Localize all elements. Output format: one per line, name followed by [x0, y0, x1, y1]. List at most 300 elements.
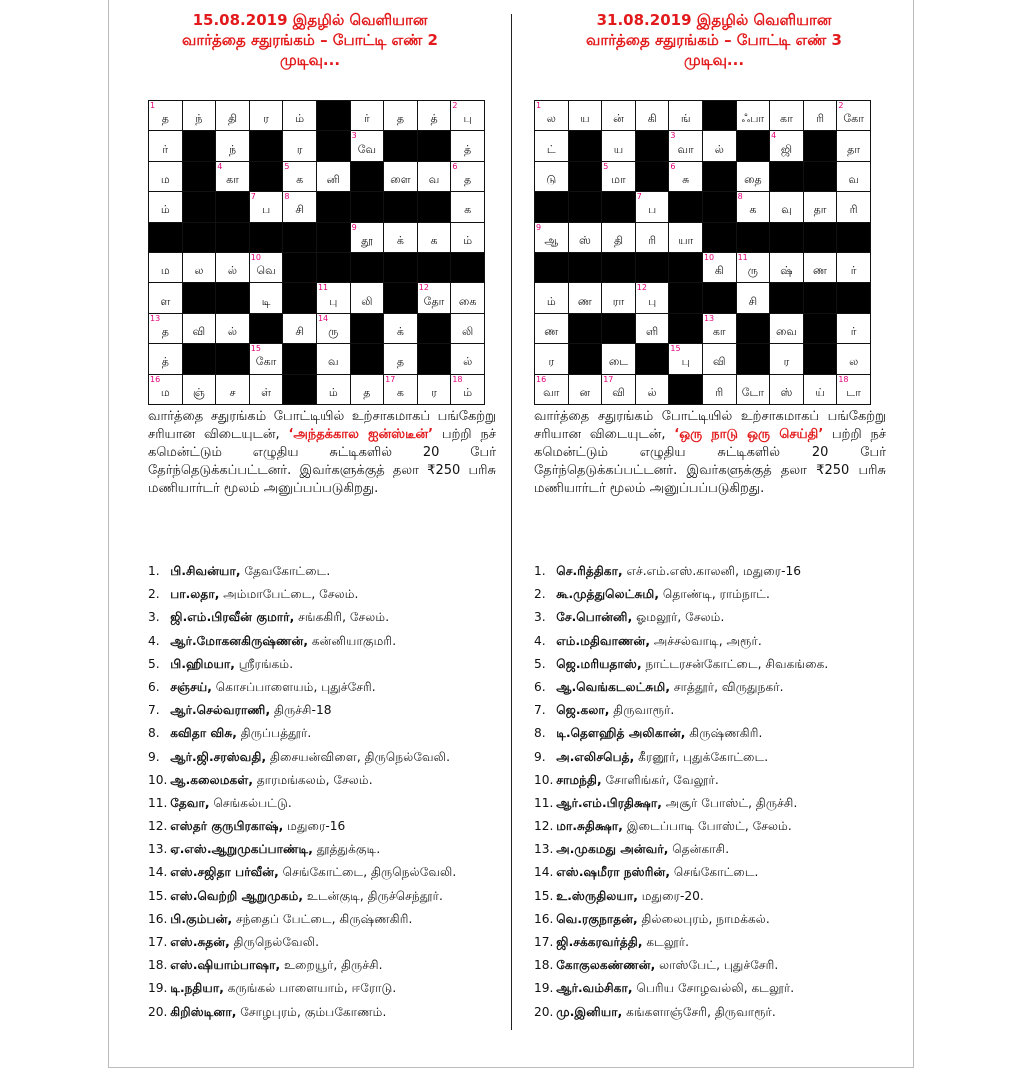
- grid-cell: [770, 374, 804, 404]
- grid-cell-black: [350, 344, 384, 374]
- cell-letter: ரி: [715, 385, 724, 399]
- cell-letter: டு: [546, 172, 557, 186]
- cell-letter: ம்: [463, 385, 473, 399]
- cell-letter: ம்: [295, 112, 305, 126]
- cell-letter: தை: [744, 172, 762, 186]
- cell-letter: சி: [748, 294, 758, 308]
- grid-cell: [669, 161, 703, 191]
- clue-number: 7: [250, 192, 256, 202]
- cell-letter: த்: [161, 355, 169, 369]
- winner-name: பி.ஹிமயா,: [166, 656, 235, 671]
- winner-number: 19.: [534, 981, 554, 996]
- grid-cell: [602, 283, 636, 313]
- grid-cell: [249, 101, 283, 131]
- cell-letter: வ: [328, 355, 339, 369]
- cell-letter: தி: [227, 112, 237, 126]
- winner-number: 14.: [534, 865, 554, 880]
- grid-cell: [602, 161, 636, 191]
- cell-letter: ல: [194, 264, 204, 278]
- grid-cell: [702, 131, 736, 161]
- cell-letter: வி: [612, 385, 625, 399]
- winner-place: லாஸ்பேட், புதுச்சேரி.: [655, 958, 779, 973]
- winner-place: கன்னியாகுமரி.: [307, 633, 397, 648]
- cell-letter: ண: [544, 324, 559, 338]
- grid-row: [149, 222, 485, 252]
- cell-letter: ம்: [160, 203, 170, 217]
- grid-cell: [568, 222, 602, 252]
- winner-name: டி.தௌஹித் அலிகான்,: [552, 726, 686, 741]
- grid-cell-black: [316, 101, 350, 131]
- grid-cell-black: [803, 344, 837, 374]
- grid-cell-black: [417, 344, 451, 374]
- cell-letter: த்: [464, 142, 472, 156]
- cell-letter: த: [464, 172, 472, 186]
- clue-number: 1: [536, 101, 542, 110]
- cell-letter: ப: [647, 203, 657, 217]
- clue-number: 18: [838, 374, 849, 384]
- grid-cell: [535, 344, 569, 374]
- cell-letter: கா: [226, 172, 239, 186]
- grid-cell-black: [736, 313, 770, 343]
- grid-cell: [182, 101, 216, 131]
- grid-cell: [384, 101, 418, 131]
- grid-cell: [451, 344, 485, 374]
- grid-cell-black: [535, 252, 569, 282]
- cell-letter: டோ: [741, 385, 765, 399]
- winner-number: 13.: [148, 842, 168, 857]
- clue-number: 13: [150, 313, 161, 323]
- winner-name: ஜி.எம்.பிரவீன் குமார்,: [166, 610, 295, 625]
- winner-item: [148, 1001, 518, 1024]
- cell-letter: ல்: [227, 324, 238, 338]
- grid-cell: [384, 313, 418, 343]
- grid-cell-black: [350, 161, 384, 191]
- cell-letter: பு: [647, 294, 657, 308]
- grid-cell: [635, 192, 669, 222]
- grid-cell-black: [149, 222, 183, 252]
- grid-cell: [350, 283, 384, 313]
- grid-cell-black: [702, 283, 736, 313]
- heading-line: 15.08.2019 இதழில் வெளியான: [192, 11, 428, 29]
- grid-cell: [283, 192, 317, 222]
- grid-cell-black: [283, 222, 317, 252]
- grid-cell: [635, 313, 669, 343]
- cell-letter: ஜி: [780, 142, 793, 156]
- heading-line: முடிவு...: [279, 51, 341, 69]
- grid-row: [535, 344, 871, 374]
- grid-cell-black: [249, 313, 283, 343]
- grid-row: [535, 131, 871, 161]
- cell-letter: ல்: [714, 142, 724, 156]
- result-paragraph: வார்த்தை சதுரங்கம் போட்டியில் உற்சாகமாகப் பங்கேற்று சரியான விடையுடன், ‘அந்தக்கால ஐன்ஸ்டீன்’ பற்றி நச் கமென்ட்டும் எழுதிய சுட்டிகளில் 20 பேர் தேர்ந்தெடுக்கப்பட்டனர். இவர்களுக்குத் தலா ₹250 பரிசு மணியார்டர் மூலம் அனுப்பப்படுகிறது.: [148, 409, 496, 496]
- cell-letter: க: [749, 203, 757, 217]
- cell-letter: பு: [681, 355, 690, 369]
- grid-cell: [602, 374, 636, 404]
- grid-cell-black: [283, 283, 317, 313]
- grid-cell-black: [350, 192, 384, 222]
- winner-name: ஏ.எஸ்.ஆறுமுகப்பாண்டி,: [166, 842, 313, 857]
- winner-number: 4.: [534, 633, 546, 648]
- cell-letter: த: [363, 385, 371, 399]
- cell-letter: ரு: [328, 324, 339, 338]
- winner-item: [534, 815, 904, 838]
- winner-place: அசூர் போஸ்ட், திருச்சி.: [661, 795, 798, 810]
- grid-cell: [736, 192, 770, 222]
- grid-cell: [770, 252, 804, 282]
- grid-cell-black: [669, 192, 703, 222]
- winner-name: கிறிஸ்டினா,: [166, 1004, 237, 1019]
- winner-name: ஆர்.செல்வராணி,: [166, 703, 271, 718]
- winners-list: [534, 560, 904, 1024]
- grid-cell: [736, 283, 770, 313]
- grid-cell-black: [669, 283, 703, 313]
- grid-cell-black: [568, 161, 602, 191]
- grid-cell-black: [216, 283, 250, 313]
- grid-cell-black: [837, 283, 871, 313]
- winner-name: அ.முகமது அன்வர்,: [552, 842, 669, 857]
- winner-name: சஞ்சய்,: [166, 679, 212, 694]
- winner-name: கோகுலகண்ணன்,: [552, 958, 656, 973]
- winner-name: ஜெ.கலா,: [552, 703, 610, 718]
- cell-letter: ம: [160, 264, 170, 278]
- grid-cell-black: [803, 161, 837, 191]
- grid-cell: [316, 344, 350, 374]
- winner-name: எஸ்.வெற்றி ஆறுமுகம்,: [166, 888, 304, 903]
- grid-cell: [669, 131, 703, 161]
- winner-number: 15.: [148, 888, 168, 903]
- grid-cell-black: [384, 192, 418, 222]
- grid-cell-black: [417, 313, 451, 343]
- grid-cell: [568, 101, 602, 131]
- winner-place: திசையன்விளை, திருநெல்வேலி.: [266, 749, 450, 764]
- grid-row: [149, 283, 485, 313]
- cell-letter: ம்: [463, 233, 473, 247]
- winner-name: ஆர்.வம்சிகா,: [552, 981, 633, 996]
- grid-row: [535, 313, 871, 343]
- grid-cell: [216, 313, 250, 343]
- winner-item: [148, 560, 518, 583]
- clue-number: 12: [418, 283, 429, 293]
- winner-item: [534, 676, 904, 699]
- grid-row: [149, 344, 485, 374]
- winner-item: [534, 931, 904, 954]
- heading-line: முடிவு...: [683, 51, 745, 69]
- cell-letter: வு: [781, 203, 792, 217]
- cell-letter: க: [430, 233, 438, 247]
- crossword-grid: [148, 100, 485, 405]
- winner-number: 15.: [534, 888, 554, 903]
- winner-place: திருச்சி-18: [270, 703, 332, 718]
- cell-letter: ர: [548, 355, 555, 369]
- cell-letter: ம: [160, 385, 170, 399]
- grid-cell-black: [384, 283, 418, 313]
- winner-name: ஆ.கலைமகள்,: [166, 772, 253, 787]
- topic-highlight: ‘ஒரு நாடு ஒரு செய்தி’: [674, 427, 824, 442]
- winner-item: [534, 746, 904, 769]
- grid-cell-black: [451, 252, 485, 282]
- grid-cell: [182, 374, 216, 404]
- cell-letter: வை: [775, 324, 797, 338]
- clue-number: 12: [636, 283, 647, 293]
- cell-letter: ஃபா: [741, 112, 765, 126]
- cell-letter: பு: [463, 112, 472, 126]
- grid-cell-black: [770, 222, 804, 252]
- grid-cell: [770, 313, 804, 343]
- winner-name: பா.லதா,: [166, 587, 220, 602]
- cell-letter: த: [396, 112, 405, 126]
- cell-letter: ர: [783, 355, 790, 369]
- winner-place: திருப்பத்தூர்.: [236, 726, 312, 741]
- winner-number: 17.: [148, 935, 168, 949]
- grid-cell-black: [602, 252, 636, 282]
- grid-cell: [451, 222, 485, 252]
- grid-cell: [535, 283, 569, 313]
- winner-number: 10.: [534, 772, 554, 787]
- left-column: [110, 0, 510, 1019]
- cell-letter: வி: [713, 355, 726, 369]
- grid-cell-black: [182, 283, 216, 313]
- grid-cell: [702, 344, 736, 374]
- grid-cell-black: [350, 313, 384, 343]
- winner-place: ஓமலூர், சேலம்.: [632, 610, 725, 625]
- grid-cell-black: [736, 344, 770, 374]
- winner-place: அச்சல்வாடி, அரூர்.: [649, 633, 762, 648]
- winner-place: கீரனூர், புதுக்கோட்டை.: [634, 749, 769, 764]
- cell-letter: சி: [295, 203, 304, 217]
- grid-cell-black: [635, 344, 669, 374]
- grid-cell-black: [417, 252, 451, 282]
- cell-letter: கா: [712, 324, 726, 338]
- clue-number: 17: [385, 374, 396, 384]
- grid-cell: [350, 374, 384, 404]
- winner-name: தேவா,: [166, 795, 210, 810]
- winner-number: 20.: [148, 1004, 168, 1019]
- grid-cell-black: [635, 131, 669, 161]
- grid-cell: [602, 101, 636, 131]
- winner-number: 5.: [534, 656, 546, 671]
- grid-cell: [635, 283, 669, 313]
- grid-cell: [451, 101, 485, 131]
- grid-cell-black: [283, 344, 317, 374]
- grid-cell-black: [384, 131, 418, 161]
- grid-cell-black: [283, 252, 317, 282]
- winner-item: [534, 1001, 904, 1024]
- grid-cell: [249, 283, 283, 313]
- cell-letter: பு: [329, 294, 338, 308]
- winner-number: 14.: [148, 865, 168, 880]
- cell-letter: ப: [261, 203, 271, 217]
- grid-cell-black: [182, 161, 216, 191]
- winner-name: கூ.முத்துலெட்சுமி,: [552, 587, 660, 602]
- grid-cell: [669, 222, 703, 252]
- grid-cell: [216, 252, 250, 282]
- grid-cell: [535, 222, 569, 252]
- cell-letter: டி: [261, 294, 271, 308]
- winner-item: [148, 885, 518, 908]
- cell-letter: லி: [361, 294, 373, 308]
- grid-cell: [149, 131, 183, 161]
- grid-cell: [216, 374, 250, 404]
- grid-row: [535, 283, 871, 313]
- winner-place: தென்காசி.: [668, 842, 730, 857]
- grid-cell: [736, 252, 770, 282]
- cell-letter: டை: [608, 355, 629, 369]
- grid-cell: [417, 101, 451, 131]
- cell-letter: வா: [677, 142, 694, 156]
- clue-number: 8: [737, 192, 743, 202]
- grid-cell: [149, 313, 183, 343]
- grid-cell-black: [602, 192, 636, 222]
- winner-place: கடலூர்.: [642, 935, 690, 949]
- result-paragraph: வார்த்தை சதுரங்கம் போட்டியில் உற்சாகமாகப் பங்கேற்று சரியான விடையுடன், ‘ஒரு நாடு ஒரு செய்தி’ பற்றி நச் கமென்ட்டும் எழுதிய சுட்டிகளில் 20 பேர் தேர்ந்தெடுக்கப்பட்டனர். இவர்களுக்குத் தலா ₹250 பரிசு மணியார்டர் மூலம் அனுப்பப்படுகிறது.: [534, 409, 886, 496]
- grid-cell: [316, 161, 350, 191]
- winner-item: [534, 885, 904, 908]
- cell-letter: ர்: [363, 112, 370, 126]
- cell-letter: க்: [396, 233, 404, 247]
- grid-cell: [736, 374, 770, 404]
- grid-cell: [283, 161, 317, 191]
- winner-place: ஸ்ரீரங்கம்.: [234, 656, 294, 671]
- grid-cell: [535, 374, 569, 404]
- winner-item: [534, 838, 904, 861]
- winner-item: [148, 977, 518, 1000]
- cell-letter: ல்: [463, 355, 473, 369]
- winner-place: சோழபுரம், கும்பகோணம்.: [236, 1004, 387, 1019]
- grid-cell: [417, 374, 451, 404]
- cell-letter: ட்: [546, 142, 556, 156]
- grid-cell: [635, 374, 669, 404]
- winner-item: [148, 653, 518, 676]
- grid-cell: [182, 252, 216, 282]
- grid-row: [535, 101, 871, 131]
- winner-place: செங்கல்பட்டு.: [209, 795, 292, 810]
- winner-number: 9.: [534, 749, 546, 764]
- grid-cell-black: [249, 161, 283, 191]
- cell-letter: தூ: [361, 233, 373, 247]
- cell-letter: ர: [431, 385, 437, 399]
- cell-letter: கா: [780, 112, 793, 126]
- grid-cell-black: [417, 192, 451, 222]
- winner-name: சே.பொன்னி,: [552, 610, 633, 625]
- winner-item: [148, 838, 518, 861]
- grid-cell-black: [249, 222, 283, 252]
- cell-letter: ல்: [647, 385, 657, 399]
- grid-row: [149, 192, 485, 222]
- winner-place: தூத்துக்குடி.: [312, 842, 381, 857]
- winner-place: கருங்கல் பாளையாம், ஈரோடு.: [223, 981, 397, 996]
- winner-number: 18.: [534, 958, 554, 973]
- contest-heading: [514, 10, 914, 70]
- cell-letter: வெ: [256, 264, 276, 278]
- winner-number: 1.: [534, 564, 546, 578]
- grid-cell-black: [669, 374, 703, 404]
- winner-item: [534, 908, 904, 931]
- cell-letter: கோ: [255, 355, 277, 369]
- cell-letter: ன்: [613, 112, 624, 126]
- clue-number: 4: [771, 131, 777, 141]
- grid-cell: [316, 313, 350, 343]
- grid-cell: [350, 222, 384, 252]
- cell-letter: னி: [326, 172, 340, 186]
- winner-item: [148, 746, 518, 769]
- grid-cell: [568, 374, 602, 404]
- cell-letter: க்: [396, 324, 404, 338]
- cell-letter: ள: [160, 294, 171, 308]
- grid-cell: [736, 161, 770, 191]
- topic-highlight: ‘அந்தக்கால ஐன்ஸ்டீன்’: [288, 427, 434, 442]
- grid-cell: [602, 222, 636, 252]
- winner-item: [534, 606, 904, 629]
- grid-cell: [803, 101, 837, 131]
- grid-cell: [837, 374, 871, 404]
- grid-cell: [451, 313, 485, 343]
- grid-cell: [602, 131, 636, 161]
- winner-number: 1.: [148, 564, 160, 578]
- winner-item: [148, 630, 518, 653]
- grid-cell: [149, 283, 183, 313]
- grid-row: [535, 252, 871, 282]
- grid-cell: [837, 344, 871, 374]
- cell-letter: கி: [714, 264, 724, 278]
- cell-letter: க: [396, 385, 404, 399]
- cell-letter: ண: [577, 294, 592, 308]
- cell-letter: த்: [430, 112, 438, 126]
- winner-number: 8.: [148, 726, 160, 741]
- winner-name: எஸ்தர் குருபிரகாஷ்,: [166, 819, 284, 834]
- cell-letter: சு: [682, 172, 690, 186]
- winner-item: [534, 560, 904, 583]
- clue-number: 16: [536, 374, 547, 384]
- cell-letter: ஸ்: [578, 233, 591, 247]
- grid-cell-black: [736, 222, 770, 252]
- winner-item: [534, 861, 904, 884]
- grid-cell: [602, 344, 636, 374]
- cell-letter: ல: [546, 112, 556, 126]
- winner-name: எஸ்.சுதன்,: [166, 935, 230, 949]
- cell-letter: த: [161, 324, 169, 338]
- grid-cell-black: [384, 252, 418, 282]
- grid-cell-black: [702, 192, 736, 222]
- cell-letter: ய: [580, 112, 590, 126]
- winner-place: திருவாரூர்.: [609, 703, 675, 718]
- winner-place: செங்கோட்டை, திருநெல்வேலி.: [278, 865, 457, 880]
- grid-row: [149, 101, 485, 131]
- winner-name: பி.கும்பன்,: [166, 911, 233, 926]
- winner-number: 2.: [148, 587, 160, 602]
- winner-item: [148, 699, 518, 722]
- cell-letter: டா: [846, 385, 861, 399]
- cell-letter: யா: [678, 233, 694, 247]
- winner-item: [148, 954, 518, 977]
- grid-cell-black: [568, 252, 602, 282]
- grid-cell: [350, 101, 384, 131]
- winners-list: [148, 560, 518, 1024]
- grid-cell: [837, 252, 871, 282]
- winner-item: [534, 792, 904, 815]
- clue-number: 5: [284, 161, 290, 171]
- grid-row: [149, 131, 485, 161]
- clue-number: 7: [636, 192, 642, 202]
- winner-place: நாட்டரசன்கோட்டை, சிவகங்கை.: [641, 656, 829, 671]
- grid-cell: [837, 161, 871, 191]
- cell-letter: ர்: [850, 324, 857, 338]
- winner-item: [148, 931, 518, 954]
- grid-cell-black: [702, 222, 736, 252]
- grid-cell: [803, 192, 837, 222]
- crossword-grid: [534, 100, 871, 405]
- winner-number: 18.: [148, 958, 168, 973]
- grid-cell: [702, 374, 736, 404]
